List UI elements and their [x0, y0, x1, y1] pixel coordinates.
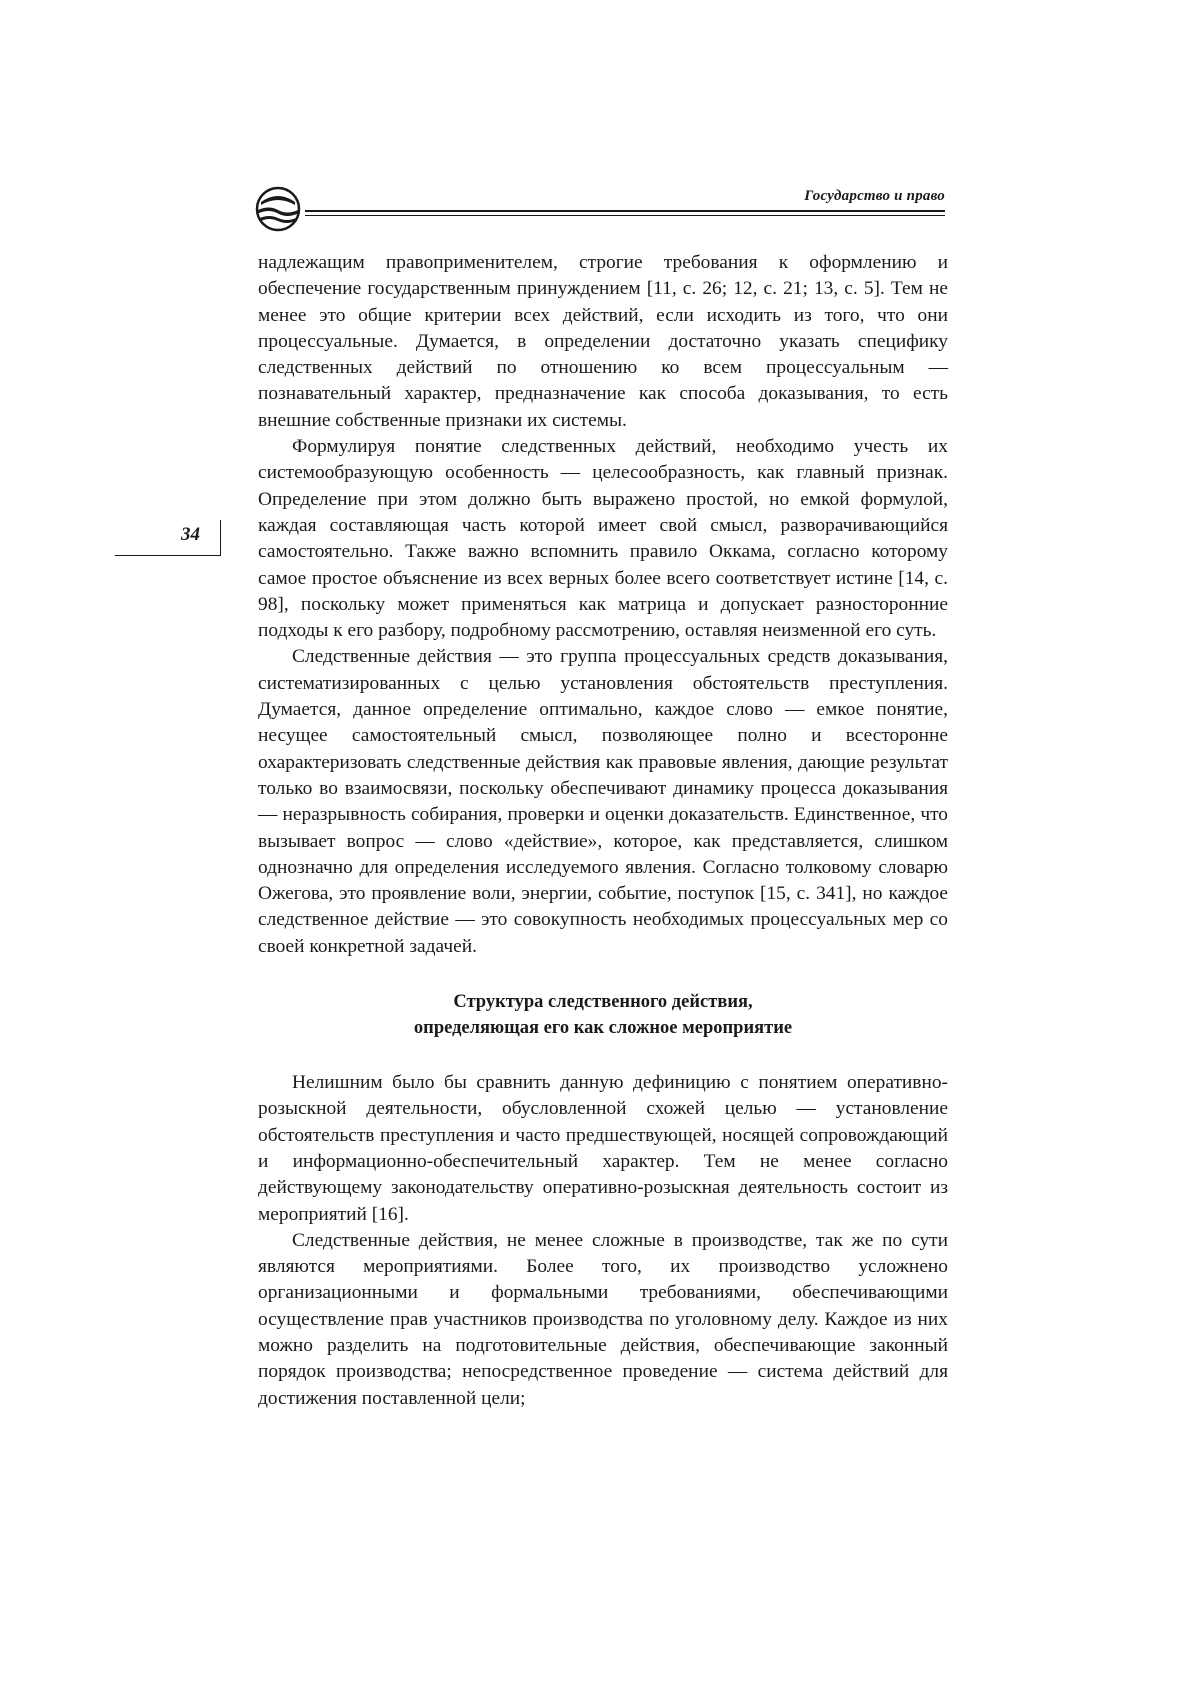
section-heading-line: Структура следственного действия,: [453, 992, 753, 1013]
body-text: [258, 250, 948, 1412]
header-rule-thick: [305, 210, 945, 212]
paragraph: Формулируя понятие следственных действий, необходимо учесть их системообразующую особенность — целесообразность, как главный признак. Определение при этом должно быть выражено простой, но емкой формулой, каждая составляющая часть которой имеет свой смысл, разворачивающийся самостоятельно. Также важно вспомнить правило Оккама, согласно которому самое простое объяснение из всех верных более всего соответствует истине [14, с. 98], поскольку может применяться как матрица и допускает разносторонние подходы к его разбору, подробному рассмотрению, оставляя неизменной его суть.: [258, 436, 948, 642]
journal-logo-icon: [255, 186, 301, 232]
paragraph-continued: надлежащим правоприменителем, строгие требования к оформлению и обеспечение государственным принуждением [11, с. 26; 12, с. 21; 13, с. 5]. Тем не менее это общие критерии всех действий, если исходить из того, что они процессуальные. Думается, в определении достаточно указать специфику следственных действий по отношению ко всем процессуальным — познавательный характер, предназначение как способа доказывания, то есть внешние собственные признаки их системы.: [258, 252, 948, 431]
paragraph: Нелишним было бы сравнить данную дефиницию с понятием оперативно-розыскной деятельности, обусловленной схожей целью — установление обстоятельств преступления и часто предшествующей, носящей сопровождающий и информационно-обеспечительный характер. Тем не менее согласно действующему законодательству оперативно-розыскная деятельность состоит из мероприятий [16].: [258, 1072, 948, 1225]
page-number-box: [115, 520, 221, 556]
paragraph: Следственные действия — это группа процессуальных средств доказывания, систематизированных с целью установления обстоятельств преступления. Думается, данное определение оптимально, каждое слово — емкое понятие, несущее самостоятельный смысл, позволяющее полно и всесторонне охарактеризовать следственные действия как правовые явления, дающие результат только во взаимосвязи, поскольку обеспечивают динамику процесса доказывания — неразрывность собирания, проверки и оценки доказательств. Единственное, что вызывает вопрос — слово «действие», которое, как представляется, слишком однозначно для определения исследуемого явления. Согласно толковому словарю Ожегова, это проявление воли, энергии, событие, поступок [15, с. 341], но каждое следственное действие — это совокупность необходимых процессуальных мер со своей конкретной задачей.: [258, 646, 948, 957]
running-title: Государство и право: [804, 188, 945, 204]
header-rule-thin: [305, 215, 945, 216]
paragraph: Следственные действия, не менее сложные в производстве, так же по сути являются мероприятиями. Более того, их производство усложнено организационными и формальными требованиями, обеспечивающими осуществление прав участников производства по уголовному делу. Каждое из них можно разделить на подготовительные действия, обеспечивающие законный порядок производства; непосредственное проведение — система действий для достижения поставленной цели;: [258, 1229, 948, 1409]
page-header: [255, 186, 945, 236]
section-heading-line: определяющая его как сложное мероприятие: [413, 1018, 793, 1039]
section-heading: [258, 989, 948, 1041]
page-number: 34: [181, 524, 200, 545]
